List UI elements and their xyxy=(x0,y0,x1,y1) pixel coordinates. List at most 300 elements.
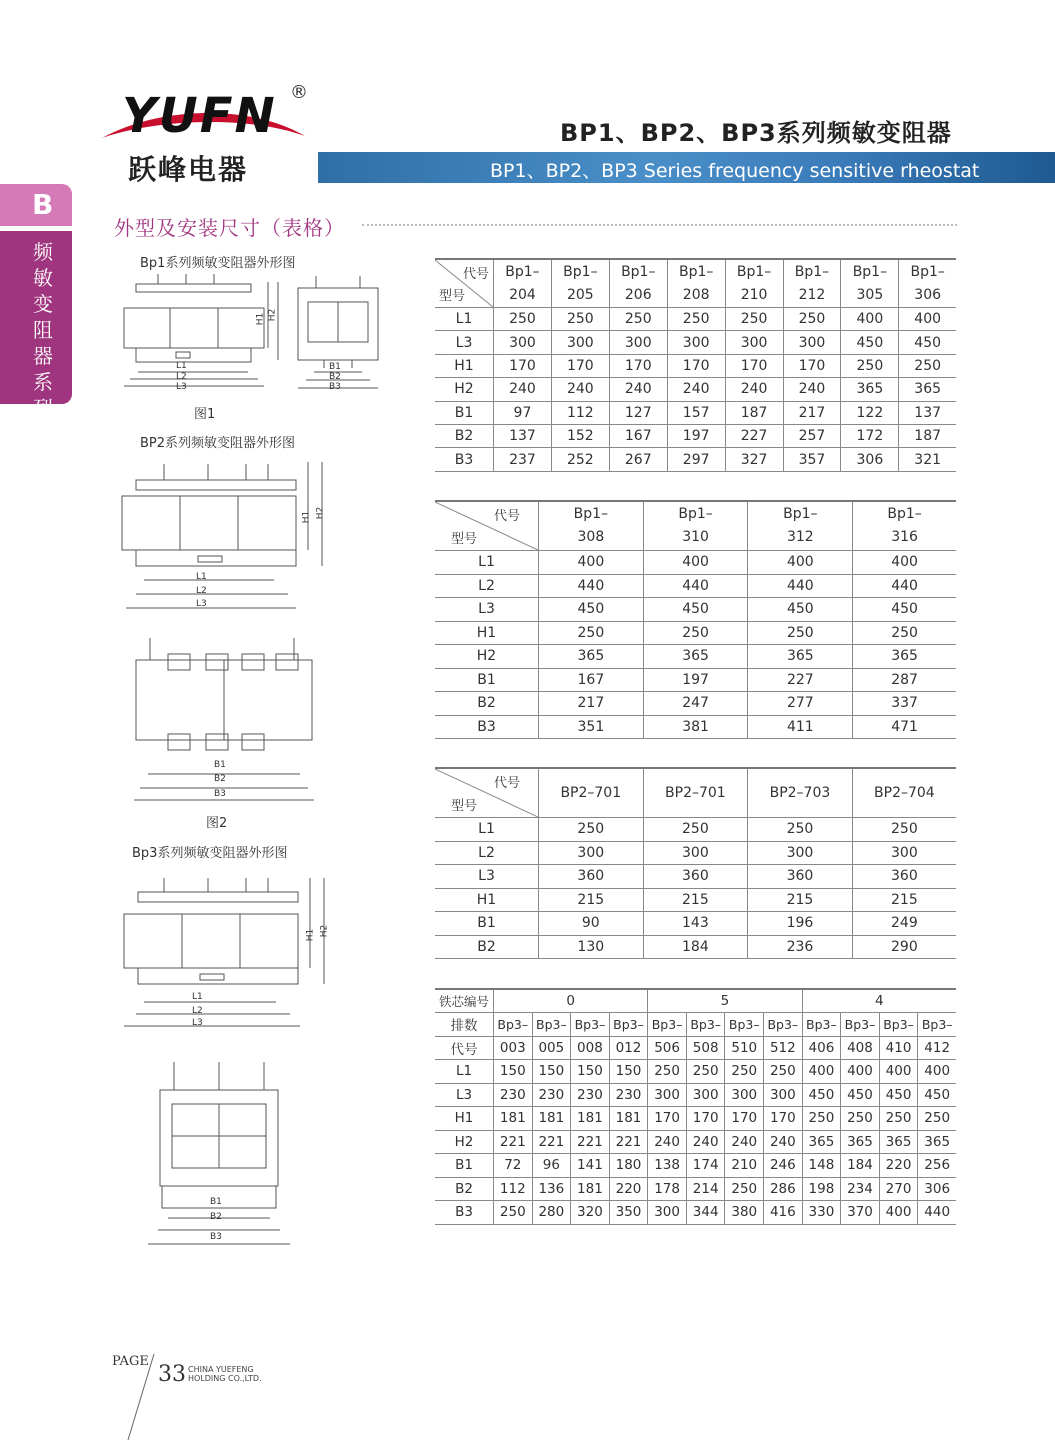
table-cell: 300 xyxy=(609,331,667,354)
bp2-dim-h2: H2 xyxy=(315,506,326,520)
table-cell: 250 xyxy=(551,308,609,331)
table-cell: 400 xyxy=(879,1201,918,1225)
table-cell: 350 xyxy=(609,1201,648,1225)
column-prefix: Bp3– xyxy=(725,1013,764,1037)
column-code: 212 xyxy=(798,286,826,303)
column-prefix: Bp1– xyxy=(910,263,945,280)
bp2-dim-l1: L1 xyxy=(196,572,207,582)
table-cell: 234 xyxy=(841,1177,880,1201)
column-code: 408 xyxy=(841,1036,880,1060)
table-cell: 250 xyxy=(725,308,783,331)
page-subtitle-en: BP1、BP2、BP3 Series frequency sensitive rheostat xyxy=(490,160,980,182)
table-row xyxy=(435,888,956,912)
column-prefix: Bp1– xyxy=(783,506,818,522)
table-cell: 247 xyxy=(643,692,748,716)
column-header xyxy=(725,259,783,308)
table-cell: 127 xyxy=(609,401,667,424)
table-cell: 411 xyxy=(748,715,853,739)
table-cell: 137 xyxy=(494,424,552,447)
table-row xyxy=(435,1036,956,1060)
column-prefix: Bp1– xyxy=(794,263,830,280)
column-prefix: Bp1– xyxy=(736,263,772,280)
bp3-dim-h2: H2 xyxy=(319,924,330,938)
table-cell: 365 xyxy=(899,378,956,401)
bp3-dim-b3: B3 xyxy=(210,1232,222,1242)
table-row xyxy=(435,818,956,842)
bp3-dim-b2: B2 xyxy=(210,1212,222,1222)
table-cell: 250 xyxy=(764,1060,803,1084)
table-cell: 250 xyxy=(643,621,748,645)
table-cell: 187 xyxy=(725,401,783,424)
table-cell: 72 xyxy=(494,1154,533,1178)
column-header xyxy=(841,259,899,308)
column-code: 410 xyxy=(879,1036,918,1060)
table-cell: 400 xyxy=(643,551,748,575)
bp1-dim-b1: B1 xyxy=(329,362,341,372)
table-cell: 227 xyxy=(725,424,783,447)
row-label: L1 xyxy=(435,1060,494,1084)
figure-2-caption: 图2 xyxy=(206,816,228,831)
table-cell: 240 xyxy=(551,378,609,401)
table-cell: 250 xyxy=(879,1107,918,1131)
table-row xyxy=(435,692,956,716)
table-cell: 240 xyxy=(494,378,552,401)
row-label: B2 xyxy=(435,935,539,959)
column-code: 312 xyxy=(786,529,814,545)
table-cell: 170 xyxy=(725,1107,764,1131)
column-prefix: Bp3– xyxy=(571,1013,610,1037)
table-cell: 250 xyxy=(748,818,853,842)
table-cell: 365 xyxy=(841,1130,880,1154)
table-cell: 196 xyxy=(748,912,853,936)
table-cell: 112 xyxy=(494,1177,533,1201)
table-cell: 184 xyxy=(841,1154,880,1178)
table-cell: 277 xyxy=(748,692,853,716)
table-cell: 130 xyxy=(539,935,644,959)
column-prefix: Bp3– xyxy=(879,1013,918,1037)
row-label: H1 xyxy=(435,354,494,377)
table-row xyxy=(435,715,956,739)
table-cell: 321 xyxy=(899,448,956,471)
table-cell: 250 xyxy=(853,621,956,645)
table-cell: 136 xyxy=(532,1177,571,1201)
table-cell: 327 xyxy=(725,448,783,471)
table-cell: 252 xyxy=(551,448,609,471)
table-cell: 97 xyxy=(494,401,552,424)
column-header xyxy=(551,259,609,308)
table-cell: 300 xyxy=(764,1083,803,1107)
table-cell: 440 xyxy=(853,574,956,598)
table-cell: 215 xyxy=(539,888,644,912)
row-label: H2 xyxy=(435,378,494,401)
table-cell: 290 xyxy=(852,935,956,959)
column-prefix: Bp1– xyxy=(573,506,609,522)
page-title: BP1、BP2、BP3系列频敏变阻器 xyxy=(560,119,952,147)
table-cell: 360 xyxy=(748,865,853,889)
table-cell: 400 xyxy=(879,1060,918,1084)
column-code: 406 xyxy=(802,1036,841,1060)
column-code: 308 xyxy=(577,529,605,545)
table-cell: 240 xyxy=(686,1130,725,1154)
dotted-divider xyxy=(362,224,957,226)
table-row xyxy=(435,668,956,692)
table-cell: 143 xyxy=(643,912,748,936)
table-cell: 250 xyxy=(852,818,956,842)
bp3-dim-b1: B1 xyxy=(210,1197,222,1207)
column-prefix: Bp3– xyxy=(494,1013,533,1037)
column-prefix: Bp1– xyxy=(563,263,598,280)
footer-slash-icon xyxy=(126,1352,156,1442)
bp1-dim-l3: L3 xyxy=(176,382,187,392)
bp3-front-drawing xyxy=(118,872,333,1032)
bp1-dim-b3: B3 xyxy=(329,382,341,392)
bp1-dim-l2: L2 xyxy=(176,372,187,382)
table-cell: 214 xyxy=(686,1177,725,1201)
table-cell: 360 xyxy=(643,865,748,889)
table-cell: 181 xyxy=(494,1107,533,1131)
table-cell: 250 xyxy=(899,354,956,377)
table-cell: 240 xyxy=(764,1130,803,1154)
table-cell: 170 xyxy=(609,354,667,377)
bp1-spec-table-1 xyxy=(435,258,956,472)
column-prefix: Bp3– xyxy=(532,1013,571,1037)
column-prefix: Bp3– xyxy=(609,1013,648,1037)
table-cell: 221 xyxy=(571,1130,610,1154)
table-cell: 240 xyxy=(725,1130,764,1154)
table-cell: 300 xyxy=(539,841,644,865)
table-cell: 250 xyxy=(918,1107,956,1131)
table-cell: 172 xyxy=(841,424,899,447)
table-cell: 297 xyxy=(667,448,725,471)
column-prefix: Bp1– xyxy=(852,263,888,280)
column-code: 412 xyxy=(918,1036,956,1060)
table-cell: 351 xyxy=(539,715,644,739)
table-cell: 178 xyxy=(648,1177,687,1201)
column-header xyxy=(667,259,725,308)
table-row xyxy=(435,1083,956,1107)
table-cell: 197 xyxy=(643,668,748,692)
table-cell: 250 xyxy=(609,308,667,331)
table-row xyxy=(435,401,956,424)
table-cell: 230 xyxy=(494,1083,533,1107)
table-cell: 360 xyxy=(539,865,644,889)
row-label: B3 xyxy=(435,1201,494,1225)
table-cell: 306 xyxy=(918,1177,956,1201)
table-cell: 215 xyxy=(643,888,748,912)
table-cell: 141 xyxy=(571,1154,610,1178)
table-cell: 300 xyxy=(725,1083,764,1107)
row-label: L3 xyxy=(435,865,539,889)
table-row xyxy=(435,935,956,959)
table-cell: 90 xyxy=(539,912,644,936)
row-label: L1 xyxy=(435,308,494,331)
table-cell: 250 xyxy=(748,621,853,645)
column-prefix: Bp1– xyxy=(621,263,656,280)
column-header xyxy=(494,259,552,308)
table-header-diagonal: 代号 型号 xyxy=(435,501,539,551)
table-cell: 148 xyxy=(802,1154,841,1178)
column-header xyxy=(748,501,853,551)
table-row xyxy=(435,1107,956,1131)
table-cell: 227 xyxy=(748,668,853,692)
table-cell: 370 xyxy=(841,1201,880,1225)
table-cell: 365 xyxy=(853,645,956,669)
bp2-dim-l3: L3 xyxy=(196,599,207,609)
table-cell: 300 xyxy=(667,331,725,354)
table-cell: 217 xyxy=(783,401,841,424)
table-cell: 365 xyxy=(879,1130,918,1154)
table-cell: 256 xyxy=(918,1154,956,1178)
table-cell: 440 xyxy=(643,574,748,598)
row-label: B2 xyxy=(435,692,539,716)
table-cell: 170 xyxy=(494,354,552,377)
table-cell: 357 xyxy=(783,448,841,471)
column-prefix: Bp1– xyxy=(678,506,713,522)
table-cell: 450 xyxy=(899,331,956,354)
table-cell: 170 xyxy=(783,354,841,377)
table-cell: 170 xyxy=(667,354,725,377)
bp1-dim-h2: H2 xyxy=(267,308,278,322)
table-cell: 240 xyxy=(725,378,783,401)
table-header-diagonal: 代号 型号 xyxy=(435,259,494,308)
row-label: H1 xyxy=(435,621,539,645)
column-prefix: Bp3– xyxy=(648,1013,687,1037)
table-cell: 400 xyxy=(841,308,899,331)
table-cell: 181 xyxy=(609,1107,648,1131)
table-row xyxy=(435,1154,956,1178)
table-cell: 181 xyxy=(532,1107,571,1131)
row-label: B1 xyxy=(435,401,494,424)
table-cell: 240 xyxy=(667,378,725,401)
row-label: B3 xyxy=(435,448,494,471)
table-cell: 300 xyxy=(551,331,609,354)
table-row xyxy=(435,1013,956,1037)
table-cell: 170 xyxy=(764,1107,803,1131)
table-cell: 320 xyxy=(571,1201,610,1225)
table-cell: 220 xyxy=(879,1154,918,1178)
table-cell: 210 xyxy=(725,1154,764,1178)
table-cell: 400 xyxy=(802,1060,841,1084)
table-cell: 250 xyxy=(725,1060,764,1084)
table-row xyxy=(435,865,956,889)
table-cell: 180 xyxy=(609,1154,648,1178)
table-cell: 365 xyxy=(918,1130,956,1154)
table-cell: 236 xyxy=(748,935,853,959)
table-cell: 250 xyxy=(686,1060,725,1084)
table-cell: 250 xyxy=(539,621,644,645)
group-header: 4 xyxy=(802,989,956,1013)
table-cell: 300 xyxy=(648,1083,687,1107)
table-cell: 300 xyxy=(783,331,841,354)
table-row xyxy=(435,308,956,331)
table-cell: 174 xyxy=(686,1154,725,1178)
side-tab-text: 频敏变阻器系列 xyxy=(0,231,72,404)
table-cell: 267 xyxy=(609,448,667,471)
table-row xyxy=(435,1177,956,1201)
table-cell: 250 xyxy=(802,1107,841,1131)
column-code: 204 xyxy=(509,286,536,303)
row-label: L2 xyxy=(435,574,539,598)
table-cell: 300 xyxy=(494,331,552,354)
column-code: 210 xyxy=(740,286,768,303)
table-cell: 150 xyxy=(571,1060,610,1084)
table-cell: 220 xyxy=(609,1177,648,1201)
table-cell: 237 xyxy=(494,448,552,471)
table-cell: 96 xyxy=(532,1154,571,1178)
group-header: 5 xyxy=(648,989,802,1013)
page-label: PAGE xyxy=(112,1354,149,1369)
table-cell: 400 xyxy=(748,551,853,575)
table-cell: 250 xyxy=(648,1060,687,1084)
row-label: L3 xyxy=(435,598,539,622)
column-code: 512 xyxy=(764,1036,803,1060)
table-row xyxy=(435,574,956,598)
table-cell: 300 xyxy=(725,331,783,354)
bp3-dim-l2: L2 xyxy=(192,1006,203,1016)
column-prefix: Bp1– xyxy=(678,263,714,280)
table-cell: 450 xyxy=(879,1083,918,1107)
table-cell: 137 xyxy=(899,401,956,424)
bp2-spec-table xyxy=(435,767,956,959)
table-cell: 450 xyxy=(841,331,899,354)
table-cell: 246 xyxy=(764,1154,803,1178)
column-code: 008 xyxy=(571,1036,610,1060)
table-cell: 157 xyxy=(667,401,725,424)
table-cell: 138 xyxy=(648,1154,687,1178)
table-cell: 184 xyxy=(643,935,748,959)
row-label: B1 xyxy=(435,912,539,936)
registered-mark: ® xyxy=(290,82,308,103)
row-label: L3 xyxy=(435,1083,494,1107)
bp3-figure-title: Bp3系列频敏变阻器外形图 xyxy=(132,846,288,861)
row-label: L3 xyxy=(435,331,494,354)
column-header: BP2–701 xyxy=(643,768,748,818)
table-row xyxy=(435,1201,956,1225)
table-row xyxy=(435,378,956,401)
row-label: L1 xyxy=(435,818,539,842)
table-row xyxy=(435,1060,956,1084)
table-cell: 250 xyxy=(667,308,725,331)
table-cell: 337 xyxy=(853,692,956,716)
table-cell: 330 xyxy=(802,1201,841,1225)
column-code: 012 xyxy=(609,1036,648,1060)
column-prefix: Bp3– xyxy=(841,1013,880,1037)
table-cell: 365 xyxy=(643,645,748,669)
table-cell: 400 xyxy=(899,308,956,331)
bp3-spec-table xyxy=(435,988,956,1225)
row-label: B2 xyxy=(435,424,494,447)
table-cell: 240 xyxy=(609,378,667,401)
table-cell: 240 xyxy=(783,378,841,401)
table-row xyxy=(435,645,956,669)
bp2-dim-h1: H1 xyxy=(301,510,312,524)
table-row xyxy=(435,841,956,865)
table-cell: 122 xyxy=(841,401,899,424)
bp1-dim-b2: B2 xyxy=(329,372,341,382)
table-cell: 300 xyxy=(643,841,748,865)
table-cell: 440 xyxy=(539,574,644,598)
bp3-dim-l3: L3 xyxy=(192,1018,203,1028)
table-cell: 217 xyxy=(539,692,644,716)
table-row xyxy=(435,989,956,1013)
column-header xyxy=(899,259,956,308)
table-row xyxy=(435,448,956,471)
table-cell: 170 xyxy=(686,1107,725,1131)
bp1-front-drawing xyxy=(118,268,288,398)
table-cell: 250 xyxy=(643,818,748,842)
table-cell: 400 xyxy=(918,1060,956,1084)
table-cell: 360 xyxy=(852,865,956,889)
row-label: H2 xyxy=(435,1130,494,1154)
group-header: 0 xyxy=(494,989,648,1013)
logo-text: YUFN xyxy=(122,88,277,144)
column-code: 506 xyxy=(648,1036,687,1060)
table-cell: 170 xyxy=(648,1107,687,1131)
table-cell: 280 xyxy=(532,1201,571,1225)
table-cell: 150 xyxy=(494,1060,533,1084)
table-cell: 152 xyxy=(551,424,609,447)
table-cell: 380 xyxy=(725,1201,764,1225)
table-cell: 450 xyxy=(841,1083,880,1107)
row-label: B1 xyxy=(435,1154,494,1178)
column-code: 206 xyxy=(624,286,652,303)
table-row xyxy=(435,912,956,936)
bp3-dim-h1: H1 xyxy=(305,928,316,942)
table-row xyxy=(435,424,956,447)
bp1-spec-table-2 xyxy=(435,500,956,739)
column-code: 316 xyxy=(891,529,918,545)
column-code: 208 xyxy=(682,286,710,303)
row-label: L2 xyxy=(435,841,539,865)
company-name: CHINA YUEFENG HOLDING CO.,LTD. xyxy=(188,1365,262,1383)
table-row xyxy=(435,354,956,377)
bp2-front-drawing xyxy=(118,456,333,616)
table-cell: 240 xyxy=(648,1130,687,1154)
table-cell: 450 xyxy=(802,1083,841,1107)
table-cell: 250 xyxy=(725,1177,764,1201)
row-label: B2 xyxy=(435,1177,494,1201)
table-cell: 150 xyxy=(609,1060,648,1084)
table-cell: 167 xyxy=(539,668,644,692)
row-label: 排数 xyxy=(435,1013,494,1037)
column-code: 510 xyxy=(725,1036,764,1060)
table-cell: 440 xyxy=(748,574,853,598)
column-header xyxy=(643,501,748,551)
table-cell: 250 xyxy=(494,308,552,331)
table-cell: 400 xyxy=(841,1060,880,1084)
table-cell: 167 xyxy=(609,424,667,447)
table-cell: 187 xyxy=(899,424,956,447)
row-label: 代号 xyxy=(435,1036,494,1060)
logo-subtitle: 跃峰电器 xyxy=(128,153,249,186)
row-label: H1 xyxy=(435,888,539,912)
table-cell: 450 xyxy=(748,598,853,622)
bp1-figure-title: Bp1系列频敏变阻器外形图 xyxy=(140,256,296,271)
column-code: 508 xyxy=(686,1036,725,1060)
table-cell: 250 xyxy=(539,818,644,842)
side-tab-letter: B xyxy=(0,184,72,226)
table-cell: 197 xyxy=(667,424,725,447)
table-cell: 221 xyxy=(532,1130,571,1154)
table-header-diagonal: 代号 型号 xyxy=(435,768,539,818)
column-code: 005 xyxy=(532,1036,571,1060)
column-code: 305 xyxy=(856,286,884,303)
table-cell: 249 xyxy=(852,912,956,936)
row-label: B1 xyxy=(435,668,539,692)
table-cell: 400 xyxy=(853,551,956,575)
section-title: 外型及安装尺寸（表格） xyxy=(114,216,345,240)
table-cell: 286 xyxy=(764,1177,803,1201)
